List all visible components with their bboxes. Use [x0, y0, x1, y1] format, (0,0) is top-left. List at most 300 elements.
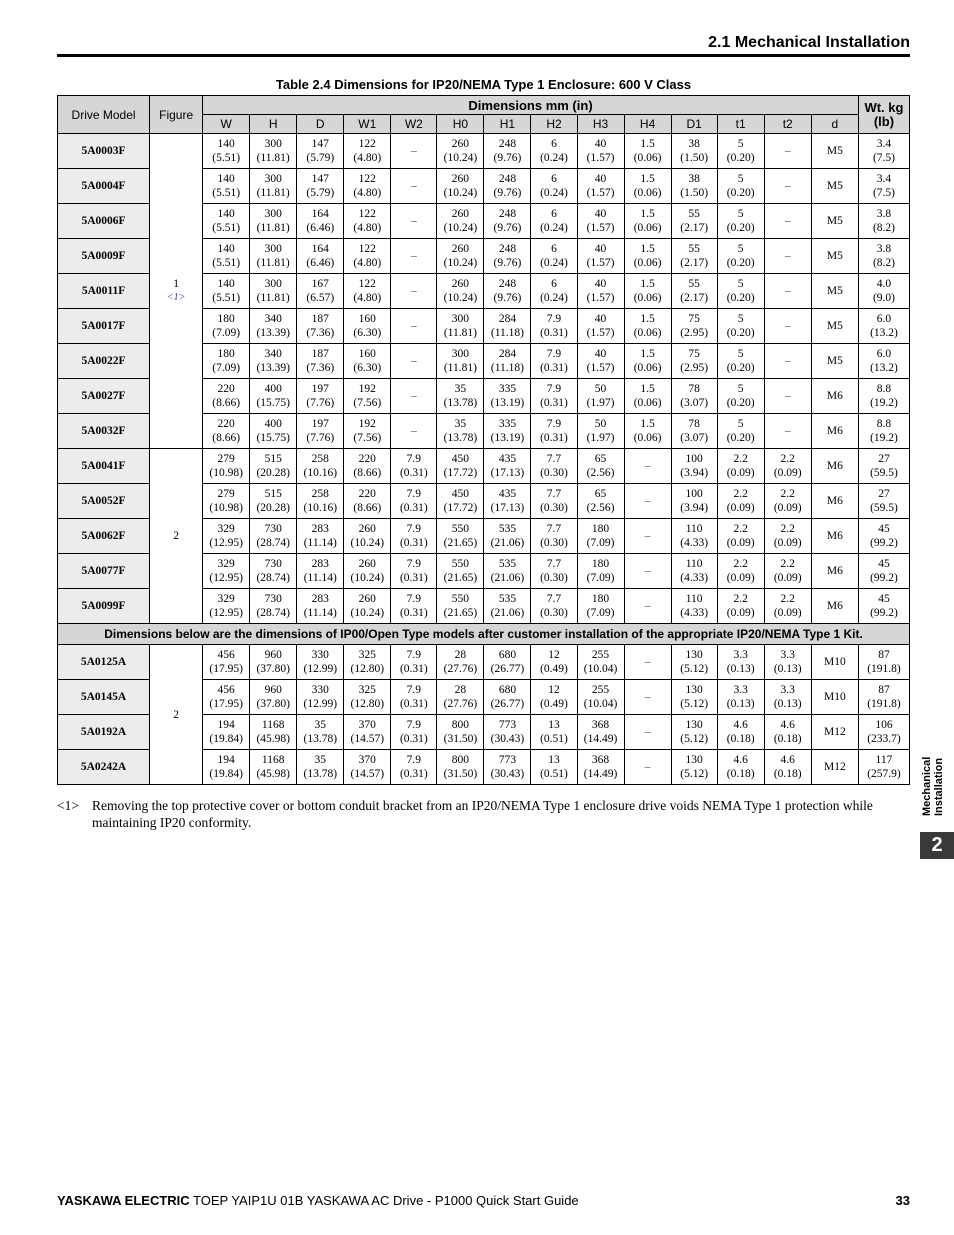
- weight-cell: 3.4 (7.5): [858, 134, 909, 169]
- dimension-cell-h1: 248 (9.76): [484, 239, 531, 274]
- dimension-cell-w2: –: [391, 414, 437, 449]
- weight-cell: 3.8 (8.2): [858, 204, 909, 239]
- dimension-cell-w1: 122 (4.80): [344, 134, 391, 169]
- figure-cell: [150, 134, 203, 449]
- table-row: [58, 134, 910, 169]
- dimension-cell-h: 515 (20.28): [250, 449, 297, 484]
- dimension-cell-t1: 5 (0.20): [717, 414, 764, 449]
- dimension-cell-h0: 28 (27.76): [437, 680, 484, 715]
- dimension-cell-w: 329 (12.95): [203, 519, 250, 554]
- dimension-cell-h: 300 (11.81): [250, 204, 297, 239]
- figure-cell: [150, 645, 203, 785]
- figure-footnote-ref[interactable]: <1>: [166, 292, 186, 303]
- dimension-cell-h: 960 (37.80): [250, 680, 297, 715]
- dimension-cell-h1: 284 (11.18): [484, 309, 531, 344]
- dimension-cell-w1: 122 (4.80): [344, 239, 391, 274]
- dimension-cell-h3: 50 (1.97): [577, 379, 624, 414]
- dimension-cell-h3: 180 (7.09): [577, 519, 624, 554]
- dimension-cell-d: M5: [811, 169, 858, 204]
- weight-cell: 45 (99.2): [858, 554, 909, 589]
- dimension-cell-w: 220 (8.66): [203, 414, 250, 449]
- dimension-cell-t2: 2.2 (0.09): [764, 519, 811, 554]
- dimension-cell-w1: 160 (6.30): [344, 344, 391, 379]
- dimension-cell-d1: 130 (5.12): [671, 715, 717, 750]
- header-weight: Wt. kg (lb): [858, 96, 909, 134]
- dimension-cell-w2: –: [391, 204, 437, 239]
- dimension-cell-h1: 335 (13.19): [484, 414, 531, 449]
- dimension-cell-d1: 130 (5.12): [671, 645, 717, 680]
- dimension-cell-d1: 130 (5.12): [671, 680, 717, 715]
- dimension-cell-h2: 7.7 (0.30): [531, 449, 577, 484]
- dimension-cell-d: M5: [811, 204, 858, 239]
- dimension-cell-t1: 5 (0.20): [717, 169, 764, 204]
- dimension-cell-h3: 368 (14.49): [577, 750, 624, 785]
- dimension-cell-w: 140 (5.51): [203, 204, 250, 239]
- dimension-cell-d: M6: [811, 379, 858, 414]
- weight-cell: 6.0 (13.2): [858, 309, 909, 344]
- weight-cell: 45 (99.2): [858, 519, 909, 554]
- dimension-cell-h3: 40 (1.57): [577, 274, 624, 309]
- figure-cell: [150, 449, 203, 624]
- dimension-cell-h: 730 (28.74): [250, 554, 297, 589]
- dimension-cell-w: 140 (5.51): [203, 169, 250, 204]
- dimension-cell-t2: –: [764, 274, 811, 309]
- dimension-cell-w2: –: [391, 239, 437, 274]
- dimension-cell-h0: 550 (21.65): [437, 589, 484, 624]
- dimension-cell-h1: 680 (26.77): [484, 680, 531, 715]
- dimension-cell-h0: 550 (21.65): [437, 519, 484, 554]
- dimension-cell-h: 730 (28.74): [250, 519, 297, 554]
- drive-model-cell: 5A0052F: [58, 484, 150, 519]
- dimension-cell-d1: 75 (2.95): [671, 344, 717, 379]
- dimension-cell-t2: –: [764, 344, 811, 379]
- dimension-cell-h: 515 (20.28): [250, 484, 297, 519]
- dimension-cell-d1: 75 (2.95): [671, 309, 717, 344]
- dimension-cell-h4: 1.5 (0.06): [624, 134, 671, 169]
- dimension-cell-w: 220 (8.66): [203, 379, 250, 414]
- dimension-cell-d: 167 (6.57): [297, 274, 344, 309]
- dimension-cell-h4: –: [624, 680, 671, 715]
- dimension-cell-t1: 5 (0.20): [717, 309, 764, 344]
- dimension-cell-t1: 5 (0.20): [717, 204, 764, 239]
- dimension-cell-h4: –: [624, 589, 671, 624]
- dimension-cell-w2: 7.9 (0.31): [391, 750, 437, 785]
- weight-cell: 6.0 (13.2): [858, 344, 909, 379]
- dimension-cell-h3: 180 (7.09): [577, 589, 624, 624]
- dimension-cell-w2: 7.9 (0.31): [391, 519, 437, 554]
- table-row: [58, 449, 910, 484]
- dimension-cell-w2: –: [391, 274, 437, 309]
- dimension-cell-h: 300 (11.81): [250, 274, 297, 309]
- dimension-cell-t2: –: [764, 204, 811, 239]
- dimension-cell-h1: 248 (9.76): [484, 204, 531, 239]
- dimension-cell-d1: 38 (1.50): [671, 134, 717, 169]
- drive-model-cell: 5A0011F: [58, 274, 150, 309]
- dimension-cell-h1: 284 (11.18): [484, 344, 531, 379]
- dimension-cell-h2: 7.9 (0.31): [531, 344, 577, 379]
- dimension-cell-w: 329 (12.95): [203, 554, 250, 589]
- drive-model-cell: 5A0004F: [58, 169, 150, 204]
- drive-model-cell: 5A0192A: [58, 715, 150, 750]
- drive-model-cell: 5A0032F: [58, 414, 150, 449]
- table-caption: Table 2.4 Dimensions for IP20/NEMA Type 1 Enclosure: 600 V Class: [275, 77, 692, 92]
- dimension-cell-h: 300 (11.81): [250, 239, 297, 274]
- dimension-cell-h0: 450 (17.72): [437, 484, 484, 519]
- weight-cell: 8.8 (19.2): [858, 379, 909, 414]
- dimension-cell-w2: 7.9 (0.31): [391, 484, 437, 519]
- dimension-cell-h3: 65 (2.56): [577, 484, 624, 519]
- dimension-cell-w2: 7.9 (0.31): [391, 645, 437, 680]
- dimension-cell-t2: –: [764, 414, 811, 449]
- dimension-cell-w2: –: [391, 379, 437, 414]
- dimension-cell-h0: 260 (10.24): [437, 169, 484, 204]
- dimension-cell-w1: 220 (8.66): [344, 484, 391, 519]
- dimension-cell-w2: 7.9 (0.31): [391, 554, 437, 589]
- dimension-cell-t2: –: [764, 239, 811, 274]
- section-title: 2.1 Mechanical Installation: [708, 34, 910, 51]
- dimension-cell-h2: 7.7 (0.30): [531, 484, 577, 519]
- column-header-w1: W1: [344, 115, 391, 134]
- dimension-cell-h3: 40 (1.57): [577, 239, 624, 274]
- figure-number: 2: [173, 530, 179, 542]
- footer-brand: YASKAWA ELECTRIC: [57, 1193, 190, 1208]
- dimension-cell-h0: 260 (10.24): [437, 239, 484, 274]
- column-header-h3: H3: [577, 115, 624, 134]
- dimension-cell-h0: 300 (11.81): [437, 309, 484, 344]
- weight-cell: 45 (99.2): [858, 589, 909, 624]
- dimension-cell-h3: 368 (14.49): [577, 715, 624, 750]
- figure-number: 1: [173, 278, 179, 290]
- dimension-cell-h4: 1.5 (0.06): [624, 239, 671, 274]
- dimension-cell-h0: 35 (13.78): [437, 414, 484, 449]
- column-header-w2: W2: [391, 115, 437, 134]
- dimension-cell-d1: 110 (4.33): [671, 519, 717, 554]
- dimension-cell-h1: 248 (9.76): [484, 134, 531, 169]
- dimension-cell-h4: 1.5 (0.06): [624, 169, 671, 204]
- dimension-cell-h2: 13 (0.51): [531, 715, 577, 750]
- dimension-cell-d1: 110 (4.33): [671, 589, 717, 624]
- dimension-cell-h2: 7.9 (0.31): [531, 379, 577, 414]
- header-drive-model: Drive Model: [58, 96, 150, 134]
- dimension-cell-t1: 4.6 (0.18): [717, 750, 764, 785]
- dimension-cell-d: 164 (6.46): [297, 239, 344, 274]
- dimension-cell-w2: 7.9 (0.31): [391, 680, 437, 715]
- dimension-cell-w2: –: [391, 169, 437, 204]
- dimension-cell-d: 283 (11.14): [297, 519, 344, 554]
- figure-number: 2: [173, 708, 179, 721]
- dimension-cell-d: 283 (11.14): [297, 554, 344, 589]
- dimension-cell-h4: –: [624, 449, 671, 484]
- dimension-cell-h: 400 (15.75): [250, 414, 297, 449]
- dimension-cell-h1: 435 (17.13): [484, 449, 531, 484]
- weight-cell: 8.8 (19.2): [858, 414, 909, 449]
- dimensions-table: [57, 95, 910, 785]
- drive-model-cell: 5A0006F: [58, 204, 150, 239]
- dimension-cell-d: M10: [811, 680, 858, 715]
- column-header-h: H: [250, 115, 297, 134]
- dimension-cell-t1: 3.3 (0.13): [717, 645, 764, 680]
- dimension-cell-h4: 1.5 (0.06): [624, 414, 671, 449]
- dimension-cell-h2: 12 (0.49): [531, 680, 577, 715]
- side-tab-label: Mechanical Installation: [921, 756, 945, 816]
- dimension-cell-w1: 370 (14.57): [344, 715, 391, 750]
- dimension-cell-t2: –: [764, 169, 811, 204]
- dimension-cell-w1: 192 (7.56): [344, 379, 391, 414]
- dimension-cell-h1: 535 (21.06): [484, 554, 531, 589]
- dimension-cell-h3: 180 (7.09): [577, 554, 624, 589]
- dimension-cell-h: 340 (13.39): [250, 344, 297, 379]
- dimension-cell-h1: 335 (13.19): [484, 379, 531, 414]
- dimension-cell-h3: 40 (1.57): [577, 309, 624, 344]
- dimension-cell-h3: 255 (10.04): [577, 680, 624, 715]
- dimension-cell-h0: 260 (10.24): [437, 274, 484, 309]
- dimension-cell-d: 187 (7.36): [297, 309, 344, 344]
- dimension-cell-w2: 7.9 (0.31): [391, 715, 437, 750]
- dimension-cell-d: 258 (10.16): [297, 484, 344, 519]
- dimension-cell-t2: –: [764, 134, 811, 169]
- drive-model-cell: 5A0077F: [58, 554, 150, 589]
- column-header-d: D: [297, 115, 344, 134]
- footnote: [57, 797, 910, 831]
- dimension-cell-h4: 1.5 (0.06): [624, 309, 671, 344]
- dimension-cell-h1: 535 (21.06): [484, 519, 531, 554]
- drive-model-cell: 5A0022F: [58, 344, 150, 379]
- dimension-cell-t2: 2.2 (0.09): [764, 484, 811, 519]
- dimension-cell-h2: 6 (0.24): [531, 204, 577, 239]
- dimension-cell-h: 340 (13.39): [250, 309, 297, 344]
- dimension-cell-w: 180 (7.09): [203, 344, 250, 379]
- column-header-h4: H4: [624, 115, 671, 134]
- dimension-cell-d: M12: [811, 750, 858, 785]
- page-footer: [57, 1193, 910, 1208]
- dimension-cell-h2: 6 (0.24): [531, 134, 577, 169]
- dimension-cell-w1: 122 (4.80): [344, 274, 391, 309]
- dimension-cell-h2: 7.7 (0.30): [531, 519, 577, 554]
- dimension-cell-w1: 260 (10.24): [344, 554, 391, 589]
- page-number: 33: [895, 1193, 910, 1208]
- dimension-cell-h1: 535 (21.06): [484, 589, 531, 624]
- dimension-cell-h0: 28 (27.76): [437, 645, 484, 680]
- dimension-cell-t2: 2.2 (0.09): [764, 589, 811, 624]
- dimension-cell-w1: 260 (10.24): [344, 589, 391, 624]
- dimension-cell-t2: 2.2 (0.09): [764, 449, 811, 484]
- dimension-cell-h4: –: [624, 484, 671, 519]
- footnote-text: Removing the top protective cover or bottom conduit bracket from an IP20/NEMA Type 1 enclosure drive voids NEMA Type 1 protection while maintaining IP20 conformity.: [92, 798, 873, 830]
- dimension-cell-d: M6: [811, 484, 858, 519]
- dimension-cell-d1: 55 (2.17): [671, 239, 717, 274]
- dimension-cell-d1: 100 (3.94): [671, 484, 717, 519]
- dimension-cell-w2: –: [391, 134, 437, 169]
- dimension-cell-w: 140 (5.51): [203, 274, 250, 309]
- column-header-d1: D1: [671, 115, 717, 134]
- dimension-cell-t1: 2.2 (0.09): [717, 554, 764, 589]
- dimension-cell-h4: –: [624, 715, 671, 750]
- dimension-cell-d1: 38 (1.50): [671, 169, 717, 204]
- dimension-cell-d: M6: [811, 414, 858, 449]
- table-row: [58, 645, 910, 680]
- dimension-cell-w2: 7.9 (0.31): [391, 589, 437, 624]
- dimension-cell-h2: 6 (0.24): [531, 274, 577, 309]
- note-row-text: Dimensions below are the dimensions of IP00/Open Type models after customer installation of the appropriate IP20/NEMA Type 1 Kit.: [58, 624, 910, 645]
- dimension-cell-w: 279 (10.98): [203, 484, 250, 519]
- dimension-cell-h3: 40 (1.57): [577, 169, 624, 204]
- dimension-cell-d: M12: [811, 715, 858, 750]
- dimension-cell-w1: 260 (10.24): [344, 519, 391, 554]
- dimension-cell-w: 456 (17.95): [203, 680, 250, 715]
- dimension-cell-d: 35 (13.78): [297, 715, 344, 750]
- dimension-cell-h4: –: [624, 750, 671, 785]
- dimension-cell-t2: 3.3 (0.13): [764, 680, 811, 715]
- dimension-cell-h2: 6 (0.24): [531, 169, 577, 204]
- dimension-cell-d1: 130 (5.12): [671, 750, 717, 785]
- dimension-cell-h2: 12 (0.49): [531, 645, 577, 680]
- dimension-cell-t2: –: [764, 309, 811, 344]
- drive-model-cell: 5A0125A: [58, 645, 150, 680]
- weight-cell: 3.8 (8.2): [858, 239, 909, 274]
- dimension-cell-d: 147 (5.79): [297, 169, 344, 204]
- dimension-cell-h: 730 (28.74): [250, 589, 297, 624]
- dimension-cell-w1: 122 (4.80): [344, 169, 391, 204]
- dimension-cell-w2: –: [391, 309, 437, 344]
- dimension-cell-w1: 122 (4.80): [344, 204, 391, 239]
- dimension-cell-t1: 5 (0.20): [717, 344, 764, 379]
- dimension-cell-h3: 40 (1.57): [577, 134, 624, 169]
- dimension-cell-d: M6: [811, 449, 858, 484]
- dimension-cell-d: 258 (10.16): [297, 449, 344, 484]
- dimension-cell-t1: 2.2 (0.09): [717, 449, 764, 484]
- dimension-cell-d: M5: [811, 134, 858, 169]
- dimension-cell-d: M10: [811, 645, 858, 680]
- dimension-cell-d: M6: [811, 589, 858, 624]
- dimension-cell-t2: 2.2 (0.09): [764, 554, 811, 589]
- dimension-cell-d1: 78 (3.07): [671, 414, 717, 449]
- dimension-cell-t2: 4.6 (0.18): [764, 750, 811, 785]
- drive-model-cell: 5A0099F: [58, 589, 150, 624]
- dimension-cell-h1: 773 (30.43): [484, 750, 531, 785]
- dimension-cell-h4: 1.5 (0.06): [624, 204, 671, 239]
- dimension-cell-h: 300 (11.81): [250, 169, 297, 204]
- dimension-cell-w1: 220 (8.66): [344, 449, 391, 484]
- column-header-h1: H1: [484, 115, 531, 134]
- drive-model-cell: 5A0009F: [58, 239, 150, 274]
- chapter-number-tab: 2: [920, 832, 954, 859]
- weight-cell: 87 (191.8): [858, 645, 909, 680]
- dimension-cell-h4: –: [624, 519, 671, 554]
- weight-cell: 3.4 (7.5): [858, 169, 909, 204]
- dimension-cell-h0: 35 (13.78): [437, 379, 484, 414]
- dimension-cell-d: 197 (7.76): [297, 379, 344, 414]
- drive-model-cell: 5A0145A: [58, 680, 150, 715]
- dimension-cell-d: 197 (7.76): [297, 414, 344, 449]
- column-header-w: W: [203, 115, 250, 134]
- dimension-cell-d1: 55 (2.17): [671, 274, 717, 309]
- dimension-cell-d: M5: [811, 274, 858, 309]
- dimension-cell-w1: 370 (14.57): [344, 750, 391, 785]
- weight-cell: 87 (191.8): [858, 680, 909, 715]
- dimension-cell-h: 1168 (45.98): [250, 715, 297, 750]
- dimension-cell-h0: 260 (10.24): [437, 204, 484, 239]
- dimension-cell-d1: 55 (2.17): [671, 204, 717, 239]
- weight-cell: 27 (59.5): [858, 484, 909, 519]
- dimension-cell-d1: 110 (4.33): [671, 554, 717, 589]
- dimension-cell-h1: 248 (9.76): [484, 274, 531, 309]
- dimension-cell-w2: 7.9 (0.31): [391, 449, 437, 484]
- dimension-cell-w: 194 (19.84): [203, 715, 250, 750]
- dimension-cell-t1: 4.6 (0.18): [717, 715, 764, 750]
- dimension-cell-w: 180 (7.09): [203, 309, 250, 344]
- dimension-cell-h3: 255 (10.04): [577, 645, 624, 680]
- dimension-cell-w: 140 (5.51): [203, 134, 250, 169]
- dimension-cell-t1: 2.2 (0.09): [717, 484, 764, 519]
- dimension-cell-h3: 50 (1.97): [577, 414, 624, 449]
- column-header-h2: H2: [531, 115, 577, 134]
- dimension-cell-t1: 5 (0.20): [717, 239, 764, 274]
- weight-cell: 27 (59.5): [858, 449, 909, 484]
- column-header-d: d: [811, 115, 858, 134]
- dimension-cell-t1: 3.3 (0.13): [717, 680, 764, 715]
- dimension-cell-h4: 1.5 (0.06): [624, 274, 671, 309]
- dimension-cell-h2: 13 (0.51): [531, 750, 577, 785]
- column-header-t2: t2: [764, 115, 811, 134]
- header-dimensions: Dimensions mm (in): [203, 96, 859, 115]
- dimension-cell-d: 164 (6.46): [297, 204, 344, 239]
- column-header-h0: H0: [437, 115, 484, 134]
- drive-model-cell: 5A0242A: [58, 750, 150, 785]
- drive-model-cell: 5A0003F: [58, 134, 150, 169]
- dimension-cell-h4: –: [624, 645, 671, 680]
- dimension-cell-h4: 1.5 (0.06): [624, 344, 671, 379]
- column-header-t1: t1: [717, 115, 764, 134]
- dimension-cell-d: M6: [811, 519, 858, 554]
- drive-model-cell: 5A0062F: [58, 519, 150, 554]
- dimension-cell-w1: 160 (6.30): [344, 309, 391, 344]
- footer-doc-title: TOEP YAIP1U 01B YASKAWA AC Drive - P1000 Quick Start Guide: [189, 1193, 579, 1208]
- weight-cell: 4.0 (9.0): [858, 274, 909, 309]
- dimension-cell-t1: 5 (0.20): [717, 274, 764, 309]
- dimension-cell-h3: 40 (1.57): [577, 344, 624, 379]
- dimension-cell-t1: 2.2 (0.09): [717, 589, 764, 624]
- dimension-cell-h: 1168 (45.98): [250, 750, 297, 785]
- dimension-cell-h2: 7.9 (0.31): [531, 309, 577, 344]
- dimension-cell-h0: 800 (31.50): [437, 715, 484, 750]
- dimension-cell-h1: 435 (17.13): [484, 484, 531, 519]
- dimension-cell-h0: 450 (17.72): [437, 449, 484, 484]
- dimension-cell-h: 960 (37.80): [250, 645, 297, 680]
- dimension-cell-w2: –: [391, 344, 437, 379]
- dimension-cell-t2: 3.3 (0.13): [764, 645, 811, 680]
- dimension-cell-h2: 7.9 (0.31): [531, 414, 577, 449]
- dimension-cell-t1: 5 (0.20): [717, 134, 764, 169]
- drive-model-cell: 5A0027F: [58, 379, 150, 414]
- dimension-cell-w1: 325 (12.80): [344, 645, 391, 680]
- dimension-cell-h1: 680 (26.77): [484, 645, 531, 680]
- header-rule: [57, 54, 910, 57]
- dimension-cell-h4: 1.5 (0.06): [624, 379, 671, 414]
- dimension-cell-t2: 4.6 (0.18): [764, 715, 811, 750]
- dimension-cell-d: 330 (12.99): [297, 645, 344, 680]
- dimension-cell-d1: 78 (3.07): [671, 379, 717, 414]
- dimension-cell-d1: 100 (3.94): [671, 449, 717, 484]
- dimension-cell-w: 140 (5.51): [203, 239, 250, 274]
- header-figure: Figure: [150, 96, 203, 134]
- dimension-cell-h1: 248 (9.76): [484, 169, 531, 204]
- dimension-cell-h2: 6 (0.24): [531, 239, 577, 274]
- dimension-cell-w1: 325 (12.80): [344, 680, 391, 715]
- dimension-cell-d: 187 (7.36): [297, 344, 344, 379]
- dimension-cell-h1: 773 (30.43): [484, 715, 531, 750]
- dimension-cell-w1: 192 (7.56): [344, 414, 391, 449]
- drive-model-cell: 5A0041F: [58, 449, 150, 484]
